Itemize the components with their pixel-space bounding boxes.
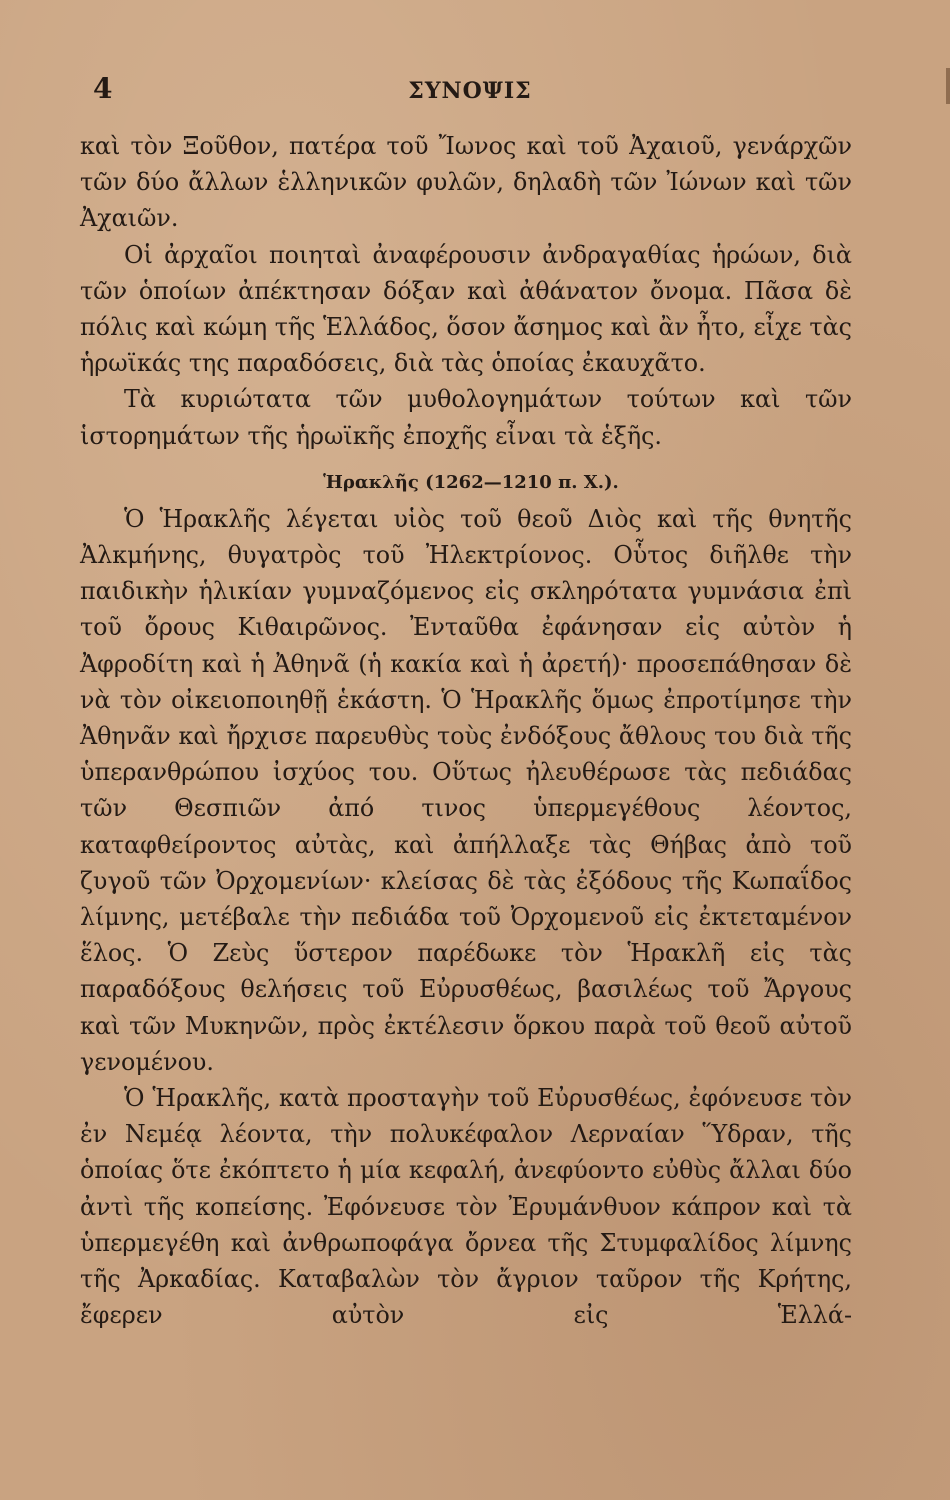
page-header	[85, 72, 855, 112]
body-text	[80, 128, 852, 1334]
section-heading-heracles: Ἡρακλῆς (1262—1210 π. Χ.).	[323, 471, 619, 493]
paragraph-myths: Τὰ κυριώτατα τῶν μυθολογημάτων τούτων καὶ τῶν ἱστορημάτων τῆς ἡρωϊκῆς ἐποχῆς εἶναι τὰ ἑξῆς.	[80, 385, 852, 450]
paragraph-heracles-labors: Ὁ Ἡρακλῆς, κατὰ προσταγὴν τοῦ Εὐρυσθέως, ἐφόνευσε τὸν ἐν Νεμέᾳ λέοντα, τὴν πολυκέφαλον Λερναίαν Ὕδραν, τῆς ὁποίας ὅτε ἐκόπτετο ἡ μία κεφαλή, ἀνεφύοντο εὐθὺς ἄλλαι δύο ἀντὶ τῆς κοπείσης. Ἐφόνευσε τὸν Ἐρυμάνθυον κάπρον καὶ τὰ ὑπερμεγέθη καὶ ἀνθρωποφάγα ὄρνεα τῆς Στυμφαλίδος λίμνης τῆς Ἀρκαδίας. Καταβαλὼν τὸν ἄγριον ταῦρον τῆς Κρήτης, ἔφερεν αὐτὸν εἰς Ἑλλά-	[80, 1084, 852, 1330]
paragraph-heroes: Οἱ ἀρχαῖοι ποιηταὶ ἀναφέρουσιν ἀνδραγαθίας ἡρώων, διὰ τῶν ὁποίων ἀπέκτησαν δόξαν καὶ ἀθάνατον ὄνομα. Πᾶσα δὲ πόλις καὶ κώμη τῆς Ἑλλάδος, ὅσον ἄσημος καὶ ἂν ἦτο, εἶχε τὰς ἡρωϊκάς της παραδόσεις, διὰ τὰς ὁποίας ἐκαυχᾶτο.	[80, 240, 852, 378]
paragraph-heracles-origin: Ὁ Ἡρακλῆς λέγεται υἱὸς τοῦ θεοῦ Διὸς καὶ τῆς θνητῆς Ἀλκμήνης, θυγατρὸς τοῦ Ἠλεκτρίονος. Οὗτος διῆλθε τὴν παιδικὴν ἡλικίαν γυμναζόμενος εἰς σκληρότατα γυμνάσια ἐπὶ τοῦ ὄρους Κιθαιρῶνος. Ἐνταῦθα ἐφάνησαν εἰς αὐτὸν ἡ Ἀφροδίτη καὶ ἡ Ἀθηνᾶ (ἡ κακία καὶ ἡ ἀρετή)· προσεπάθησαν δὲ νὰ τὸν οἰκειοποιηθῇ ἑκάστη. Ὁ Ἡρακλῆς ὅμως ἐπροτίμησε τὴν Ἀθηνᾶν καὶ ἤρχισε παρευθὺς τοὺς ἐνδόξους ἄθλους του διὰ τῆς ὑπερανθρώπου ἰσχύος του. Οὕτως ἠλευθέρωσε τὰς πεδιάδας τῶν Θεσπιῶν ἀπό τινος ὑπερμεγέθους λέοντος, καταφθείροντος αὐτὰς, καὶ ἀπήλλαξε τὰς Θήβας ἀπὸ τοῦ ζυγοῦ τῶν Ὀρχομενίων· κλείσας δὲ τὰς ἐξόδους τῆς Κωπαΐδος λίμνης, μετέβαλε τὴν πεδιάδα τοῦ Ὀρχομενοῦ εἰς ἐκτεταμένον ἕλος. Ὁ Ζεὺς ὕστερον παρέδωκε τὸν Ἡρακλῆ εἰς τὰς παραδόξους θελήσεις τοῦ Εὐρυσθέως, βασιλέως τοῦ Ἄργους καὶ τῶν Μυκηνῶν, πρὸς ἐκτέλεσιν ὅρκου παρὰ τοῦ θεοῦ αὐτοῦ γενομένου.	[80, 504, 852, 1076]
page-number: 4	[93, 72, 113, 105]
paragraph-continuation: καὶ τὸν Ξοῦθον, πατέρα τοῦ Ἴωνος καὶ τοῦ Ἀχαιοῦ, γενάρχῶν τῶν δύο ἄλλων ἑλληνικῶν φυλῶν, δηλαδὴ τῶν Ἰώνων καὶ τῶν Ἀχαιῶν.	[80, 132, 852, 233]
running-title: ΣΥΝΟΨΙΣ	[408, 78, 532, 104]
page-edge-mark	[946, 68, 950, 104]
